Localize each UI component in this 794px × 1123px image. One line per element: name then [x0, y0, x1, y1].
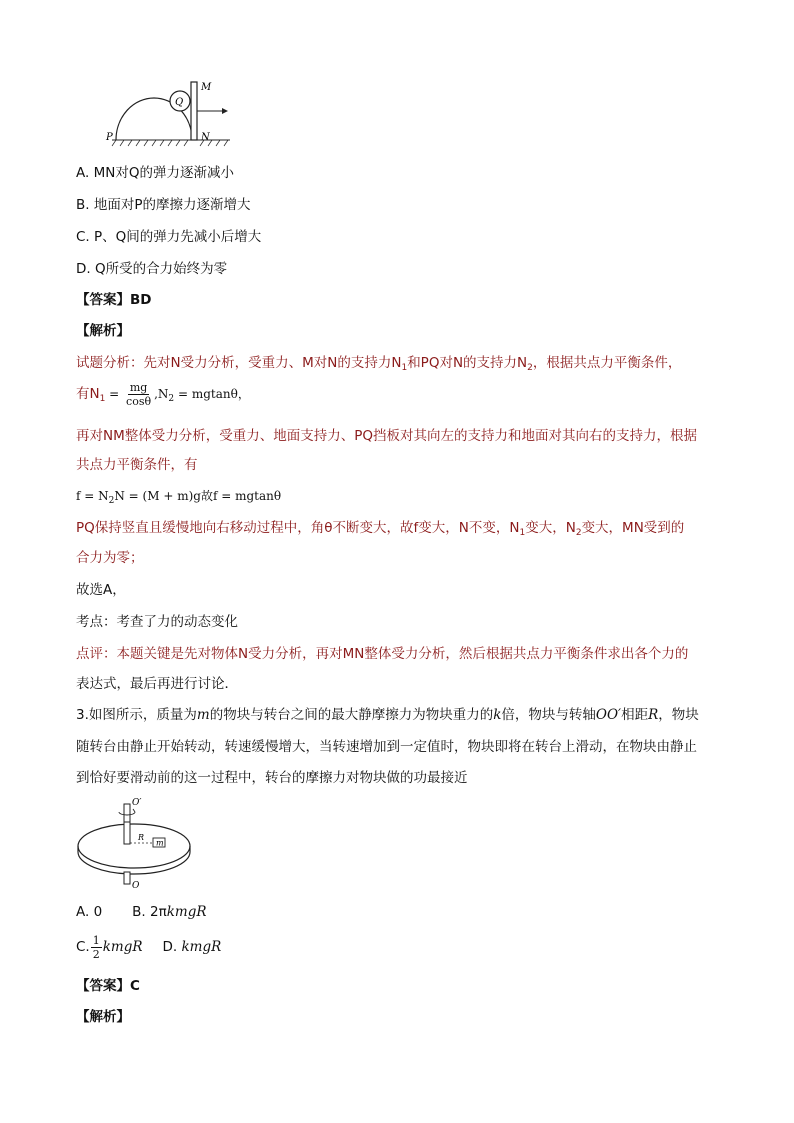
- figure1-label-p: P: [106, 132, 113, 143]
- analysis-line-5: PQ保持竖直且缓慢地向右移动过程中，角θ不断变大，故f变大，N不变，$N_1$变大，$N_2$变大，MN受到的: [76, 520, 685, 538]
- turntable-label-m: m: [156, 838, 164, 848]
- analysis-line-4: 共点力平衡条件，有: [76, 457, 198, 473]
- analysis-formula-2: $f = N_2N = (M + m)g$故f = mgtanθ: [76, 489, 282, 506]
- analysis-formula-1: 有$N_1$ = $\frac{mg}{\cos\theta}$ $,N_2 = mgtan\theta$，: [76, 380, 250, 408]
- q3-stem-line-2: 随转台由静止开始转动，转速缓慢增大，当转速增加到一定值时，物块即将在转台上滑动，在物块由静止: [76, 739, 697, 755]
- q3-stem-line-1: 3.如图所示，质量为m的物块与转台之间的最大静摩擦力为物块重力的k倍，物块与转轴OO′相距R，物块: [76, 707, 699, 723]
- analysis-line-3: 再对NM整体受力分析，受重力、地面支持力、PQ挡板对其向左的支持力和地面对其向右的支持力，根据: [76, 428, 698, 444]
- analysis-heading: 【解析】: [76, 323, 130, 339]
- option-d: D. Q所受的合力始终为零: [76, 261, 228, 277]
- turntable-label-bottom: O: [132, 881, 140, 891]
- q3-answer-label: 【答案】C: [76, 978, 140, 994]
- q3-options-ab: A. 0 B. 2πkmgR: [76, 904, 207, 920]
- turntable-label-top: O′: [132, 798, 142, 808]
- figure1-label-q: Q: [175, 97, 184, 108]
- turntable-label-r: R: [138, 833, 145, 842]
- q3-stem-line-3: 到恰好要滑动前的这一过程中，转台的摩擦力对物块做的功最接近: [76, 770, 468, 786]
- analysis-line-1: 试题分析：先对N受力分析，受重力、M对N的支持力$N_1$和PQ对N的支持力$N_2$，根据共点力平衡条件，: [76, 355, 682, 373]
- comment-line-1: 点评：本题关键是先对物体N受力分析，再对MN整体受力分析，然后根据共点力平衡条件求出各个力的: [76, 646, 689, 662]
- analysis-line-6: 合力为零；: [76, 550, 144, 566]
- key-point: 考点：考查了力的动态变化: [76, 614, 238, 630]
- q3-analysis-heading: 【解析】: [76, 1009, 130, 1025]
- option-b: B. 地面对P的摩擦力逐渐增大: [76, 197, 251, 213]
- q3-options-cd: C. $\frac{1}{2}$ kmgR D. kmgR: [76, 933, 222, 961]
- option-c: C. P、Q间的弹力先减小后增大: [76, 229, 262, 245]
- figure1-label-m: M: [201, 82, 212, 93]
- selected-answer: 故选A，: [76, 582, 126, 598]
- option-a: A. MN对Q的弹力逐渐减小: [76, 165, 234, 181]
- figure-turntable: [74, 796, 204, 894]
- figure1-label-n: N: [201, 132, 210, 143]
- figure-hemisphere-board: [104, 80, 234, 148]
- answer-label: 【答案】BD: [76, 292, 152, 308]
- comment-line-2: 表达式，最后再进行讨论．: [76, 676, 238, 692]
